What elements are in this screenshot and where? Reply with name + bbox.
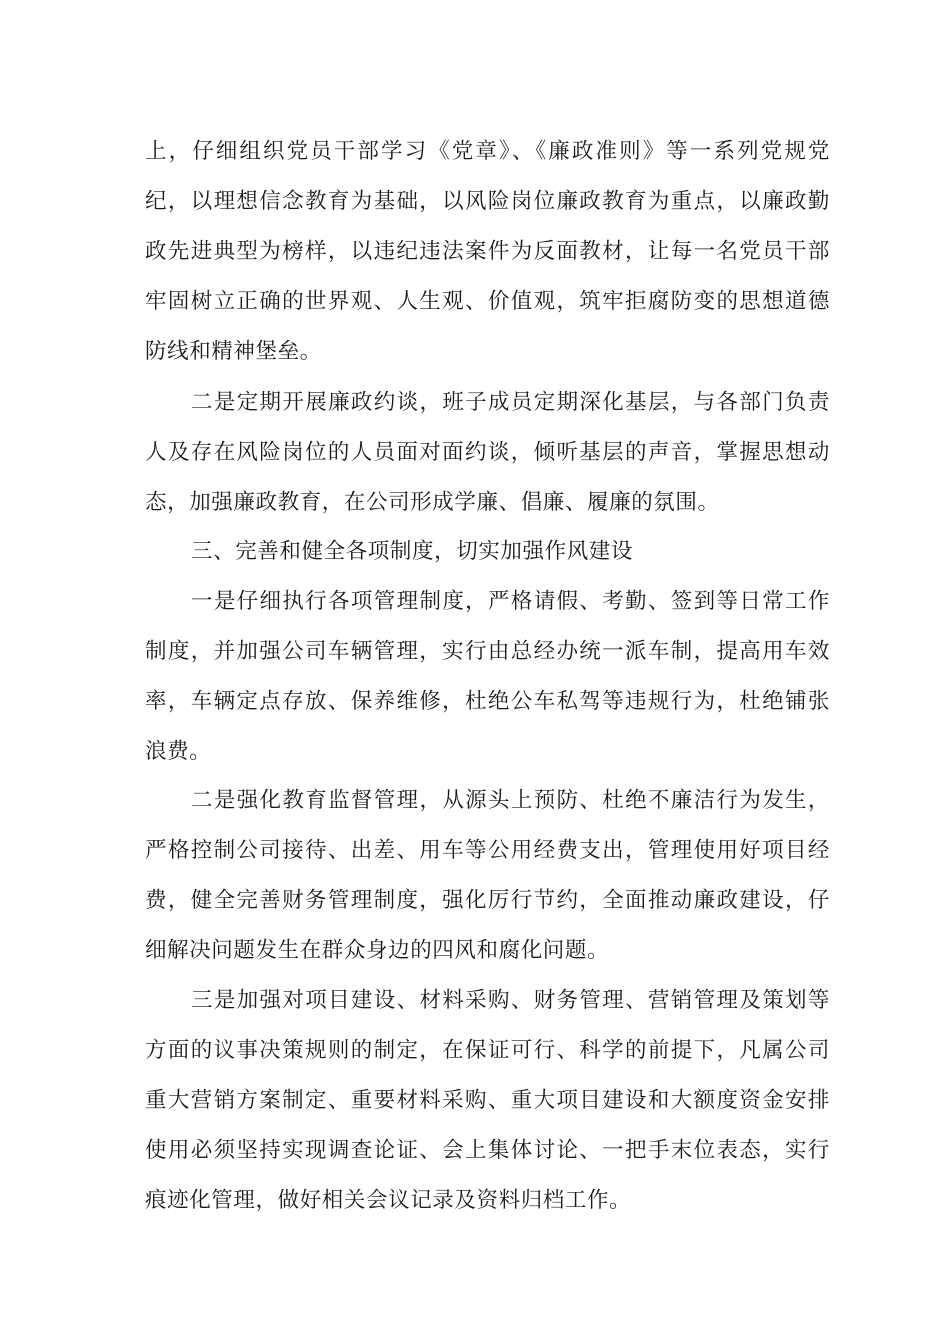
paragraph-continuation: 上，仔细组织党员干部学习《党章》、《廉政准则》等一系列党规党纪，以理想信念教育为基础，以风险岗位廉政教育为重点，以廉政勤政先进典型为榜样，以违纪违法案件为反面教材，让每一名党员干部牢固树立正确的世界观、人生观、价值观，筑牢拒腐防变的思想道德防线和精神堡垒。	[145, 139, 830, 364]
paragraph-supervision: 二是强化教育监督管理，从源头上预防、杜绝不廉洁行为发生，严格控制公司接待、出差、用车等公用经费支出，管理使用好项目经费，健全完善财务管理制度，强化厉行节约，全面推动廉政建设，仔细解决问题发生在群众身边的四风和腐化问题。	[145, 788, 830, 963]
section-heading-three: 三、完善和健全各项制度，切实加强作风建设	[191, 539, 634, 564]
paragraph-decision-rules: 三是加强对项目建设、材料采购、财务管理、营销管理及策划等方面的议事决策规则的制定，在保证可行、科学的前提下，凡属公司重大营销方案制定、重要材料采购、重大项目建设和大额度资金安排使用必须坚持实现调查论证、会上集体讨论、一把手末位表态，实行痕迹化管理，做好相关会议记录及资料归档工作。	[145, 988, 830, 1213]
paragraph-integrity-talks: 二是定期开展廉政约谈，班子成员定期深化基层，与各部门负责人及存在风险岗位的人员面对面约谈，倾听基层的声音，掌握思想动态，加强廉政教育，在公司形成学廉、倡廉、履廉的氛围。	[145, 390, 830, 515]
paragraph-management-rules: 一是仔细执行各项管理制度，严格请假、考勤、签到等日常工作制度，并加强公司车辆管理，实行由总经办统一派车制，提高用车效率，车辆定点存放、保养维修，杜绝公车私驾等违规行为，杜绝铺张浪费。	[145, 589, 830, 764]
